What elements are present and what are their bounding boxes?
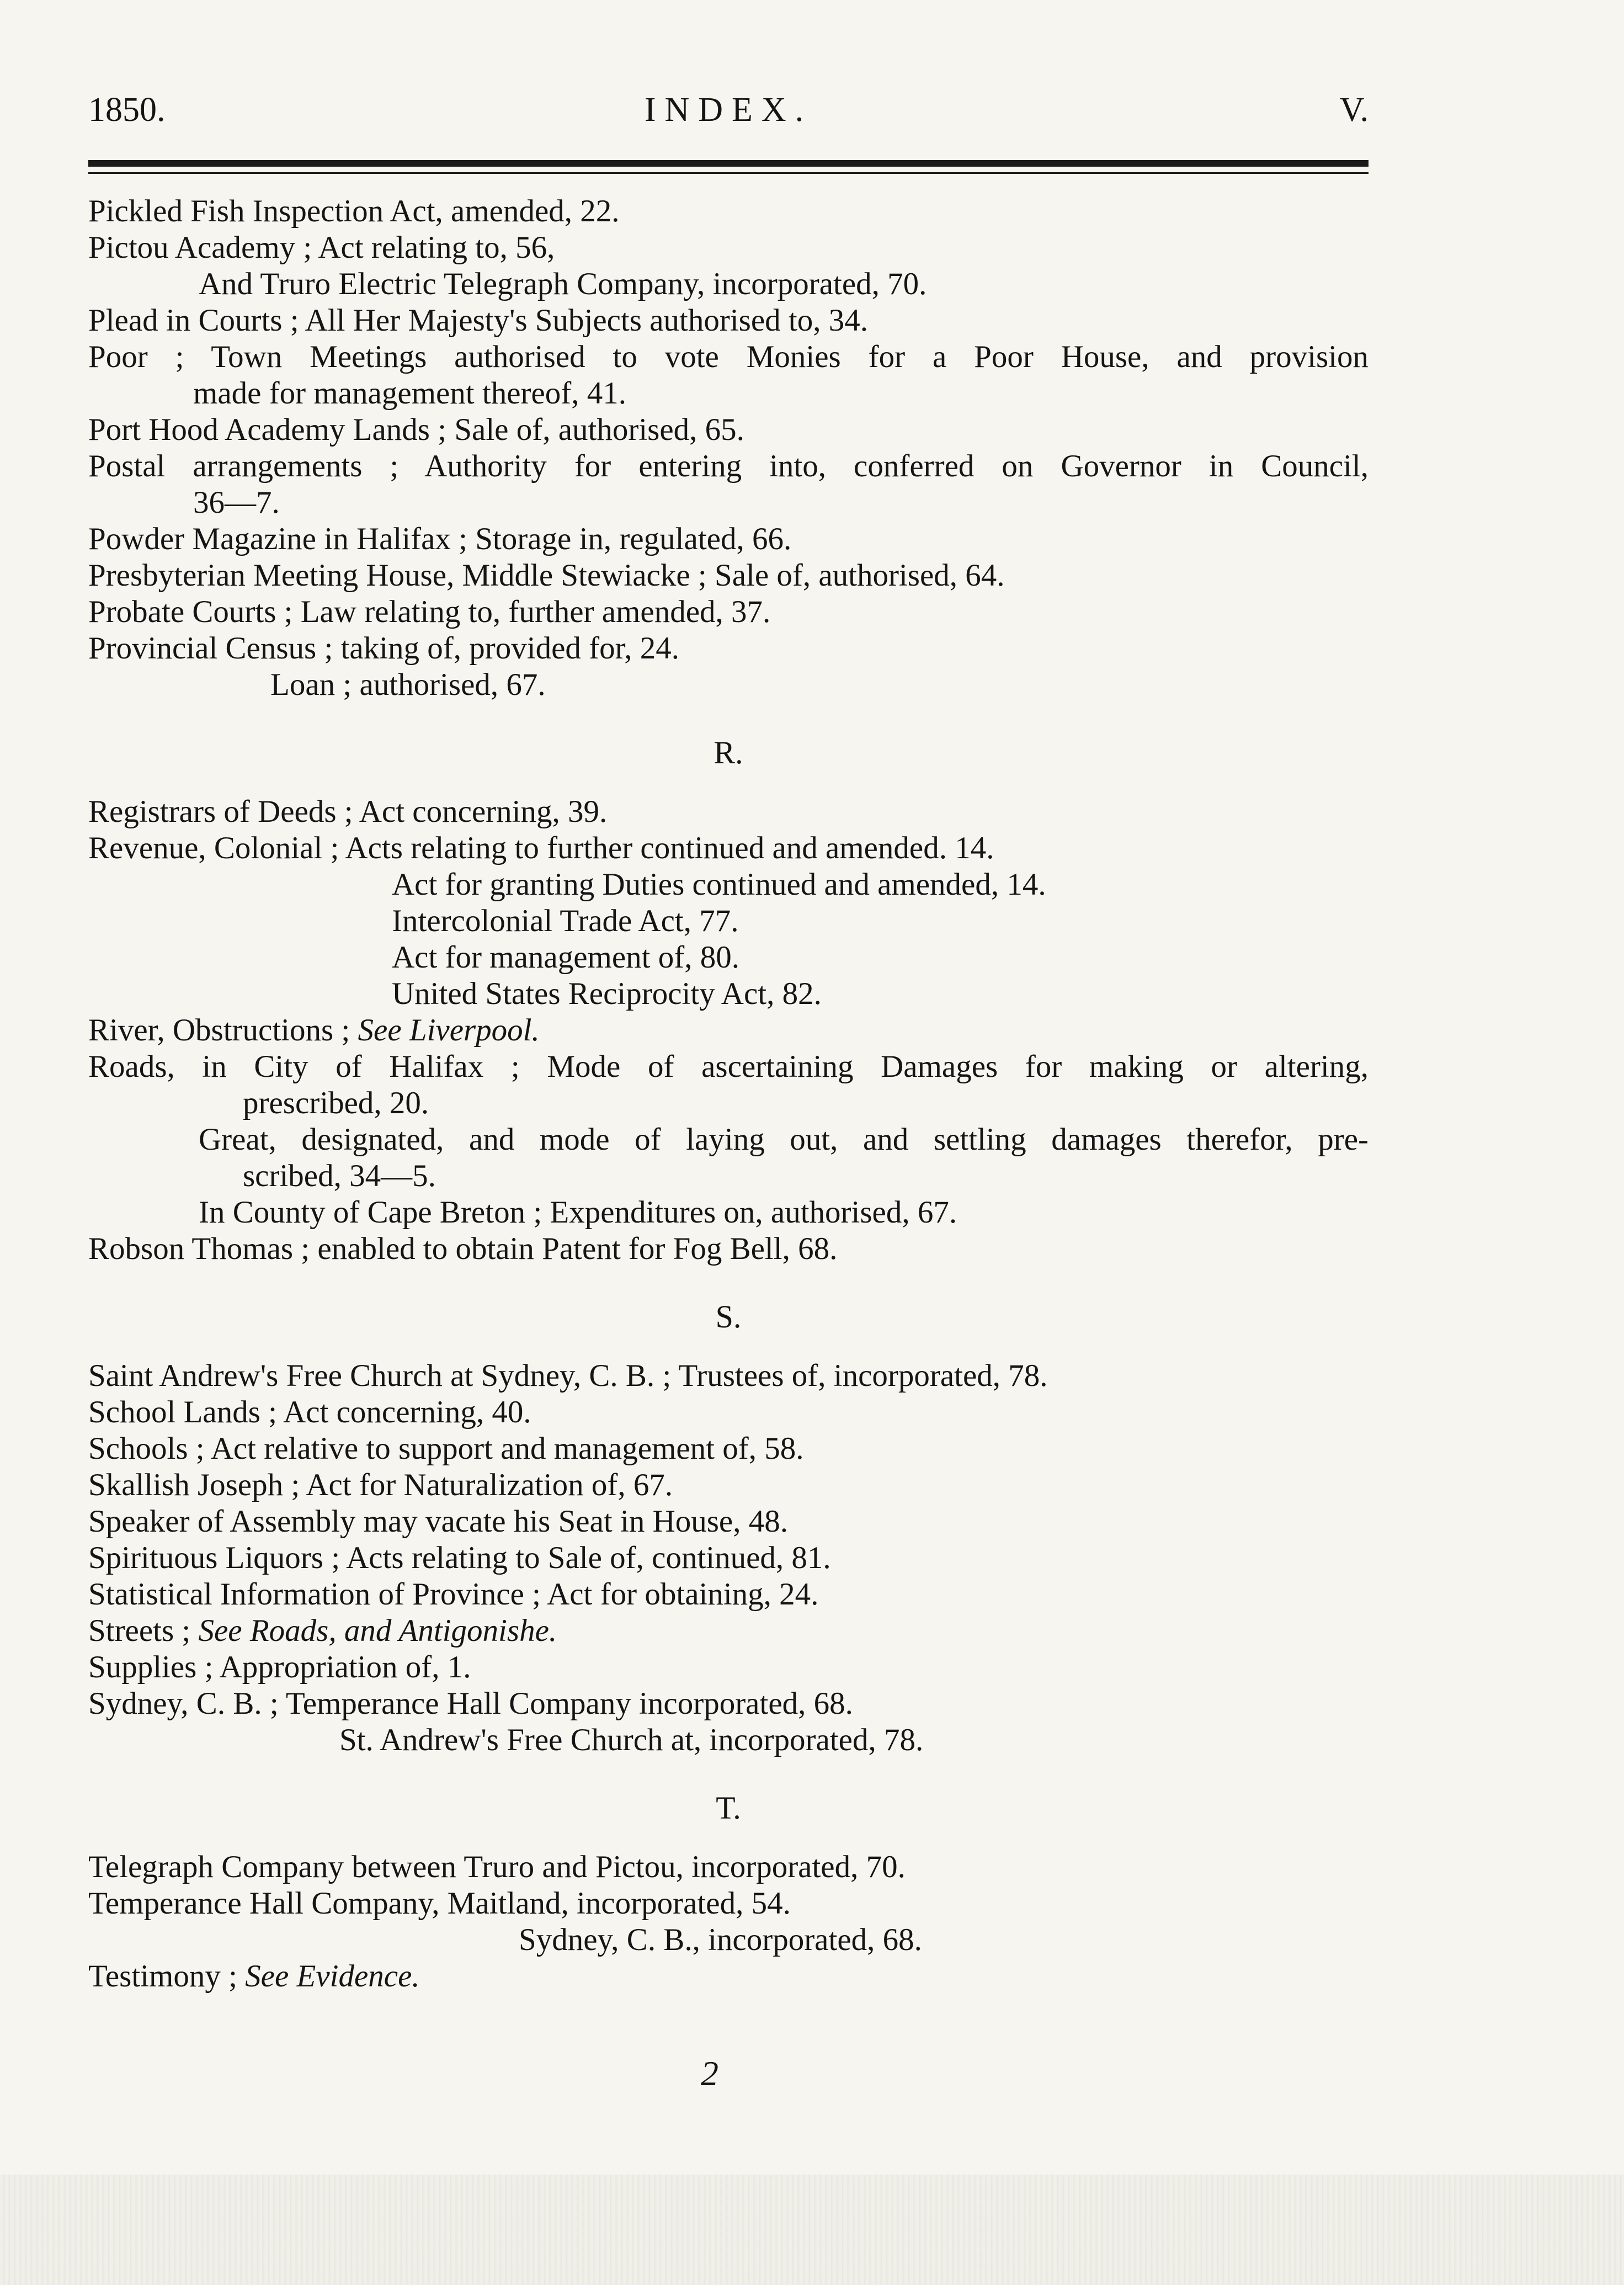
index-entry-temperance-hall: Temperance Hall Company, Maitland, incorporated, 54. (88, 1886, 791, 1921)
section-letter-t: T. (716, 1790, 741, 1826)
index-entry-postal-continuation: 36—7. (193, 485, 280, 520)
index-entry-telegraph-company: Telegraph Company between Truro and Pictou, incorporated, 70. (88, 1850, 906, 1884)
scan-bottom-edge (0, 2175, 1624, 2285)
index-entry-revenue-colonial: Revenue, Colonial ; Acts relating to further continued and amended. 14. (88, 831, 994, 865)
index-entry-pictou-academy: Pictou Academy ; Act relating to, 56, (88, 230, 555, 265)
index-entry-port-hood: Port Hood Academy Lands ; Sale of, authorised, 65. (88, 412, 744, 447)
index-entry-provincial-census: Provincial Census ; taking of, provided for, 24. (88, 631, 680, 666)
index-entry-plead-in-courts: Plead in Courts ; All Her Majesty's Subjects authorised to, 34. (88, 303, 868, 338)
index-entry-sydney-cb: Sydney, C. B. ; Temperance Hall Company incorporated, 68. (88, 1686, 853, 1721)
index-subentry-roads-cape-breton: In County of Cape Breton ; Expenditures on, authorised, 67. (199, 1195, 957, 1230)
index-entry-saint-andrews: Saint Andrew's Free Church at Sydney, C. B. ; Trustees of, incorporated, 78. (88, 1358, 1048, 1393)
index-entry-testimony-see: See Evidence. (245, 1959, 420, 1994)
index-subentry-revenue-us-reciprocity: United States Reciprocity Act, 82. (392, 976, 822, 1011)
index-entry-streets-label: Streets ; (88, 1613, 191, 1648)
header-double-rule-thin (88, 172, 1369, 174)
index-subentry-roads-great: Great, designated, and mode of laying out, and settling damages therefor, pre- (199, 1122, 1369, 1157)
index-subentry-revenue-duties: Act for granting Duties continued and amended, 14. (392, 867, 1046, 902)
index-entry-river-obstructions (88, 1012, 1369, 1049)
index-entry-streets (88, 1613, 1369, 1649)
index-entry-streets-see: See Roads, and Antigonishe. (198, 1613, 557, 1648)
section-letter-r: R. (714, 735, 743, 770)
index-entry-poor-continuation: made for management thereof, 41. (193, 376, 627, 411)
index-entry-skallish-joseph: Skallish Joseph ; Act for Naturalization of, 67. (88, 1468, 673, 1502)
index-entry-speaker-assembly: Speaker of Assembly may vacate his Seat in House, 48. (88, 1504, 788, 1539)
index-entry-probate-courts: Probate Courts ; Law relating to, further amended, 37. (88, 594, 771, 629)
index-entry-roads-halifax: Roads, in City of Halifax ; Mode of ascertaining Damages for making or altering, (88, 1049, 1369, 1084)
header-double-rule-thick (88, 160, 1369, 167)
index-content (88, 193, 1369, 1995)
index-subentry-revenue-intercolonial: Intercolonial Trade Act, 77. (392, 904, 739, 938)
index-entry-powder-magazine: Powder Magazine in Halifax ; Storage in, regulated, 66. (88, 522, 792, 556)
page-number: 2 (701, 2054, 718, 2093)
section-letter-s: S. (715, 1299, 742, 1335)
index-entry-testimony (88, 1958, 1369, 1995)
index-entry-roads-halifax-continuation: prescribed, 20. (243, 1086, 429, 1120)
header-page-roman: V. (1339, 91, 1369, 129)
page-header (88, 91, 1369, 135)
index-subentry-temperance-sydney: Sydney, C. B., incorporated, 68. (519, 1922, 922, 1957)
header-title: INDEX. (644, 91, 813, 129)
index-subentry-truro-telegraph: And Truro Electric Telegraph Company, incorporated, 70. (199, 267, 927, 301)
index-entry-spirituous-liquors: Spirituous Liquors ; Acts relating to Sale of, continued, 81. (88, 1540, 831, 1575)
index-subentry-sydney-st-andrews: St. Andrew's Free Church at, incorporated, 78. (339, 1723, 924, 1757)
header-year: 1850. (88, 91, 166, 129)
index-entry-poor: Poor ; Town Meetings authorised to vote Monies for a Poor House, and provision (88, 339, 1369, 374)
index-entry-statistical-information: Statistical Information of Province ; Act for obtaining, 24. (88, 1577, 819, 1612)
index-entry-presbyterian-house: Presbyterian Meeting House, Middle Stewiacke ; Sale of, authorised, 64. (88, 558, 1005, 593)
index-entry-robson-thomas: Robson Thomas ; enabled to obtain Patent for Fog Bell, 68. (88, 1231, 838, 1266)
index-entry-river-label: River, Obstructions ; (88, 1013, 350, 1048)
index-entry-testimony-label: Testimony ; (88, 1959, 237, 1994)
index-entry-supplies: Supplies ; Appropriation of, 1. (88, 1650, 471, 1684)
index-entry-schools: Schools ; Act relative to support and management of, 58. (88, 1431, 804, 1466)
index-entry-postal-arrangements: Postal arrangements ; Authority for entering into, conferred on Governor in Council, (88, 449, 1369, 483)
index-entry-river-see: See Liverpool. (358, 1013, 540, 1048)
index-subentry-roads-great-continuation: scribed, 34—5. (243, 1159, 436, 1193)
index-subentry-provincial-loan: Loan ; authorised, 67. (270, 667, 546, 702)
index-entry-school-lands: School Lands ; Act concerning, 40. (88, 1395, 531, 1430)
index-subentry-revenue-management: Act for management of, 80. (392, 940, 739, 975)
index-entry-registrars: Registrars of Deeds ; Act concerning, 39. (88, 794, 608, 829)
index-entry-pickled-fish: Pickled Fish Inspection Act, amended, 22. (88, 194, 620, 228)
